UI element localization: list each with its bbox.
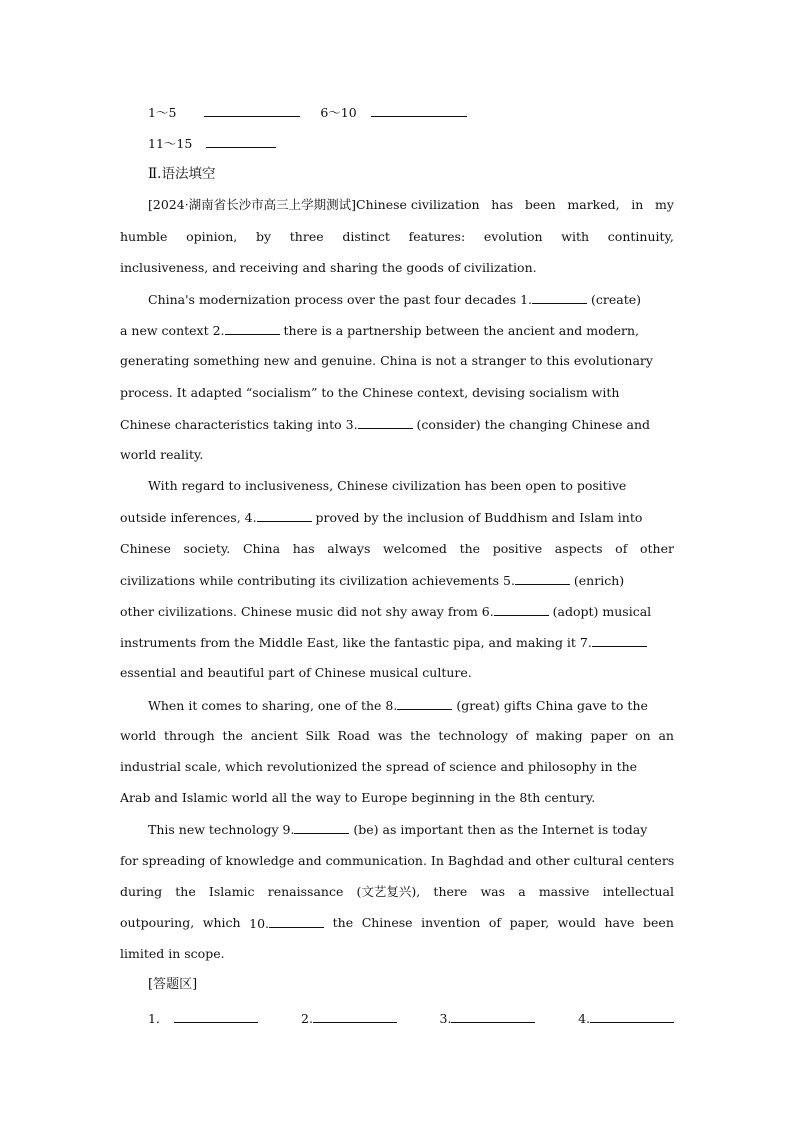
blank-10[interactable] xyxy=(269,915,324,928)
answer-blank-6-10[interactable] xyxy=(371,104,467,117)
paragraph-3-line-4: Arab and Islamic world all the way to Europe beginning in the 8th century. xyxy=(120,790,596,805)
answer-area-row xyxy=(148,1010,674,1027)
answer-label-11-15: 11～15 xyxy=(148,136,193,151)
blank-8[interactable] xyxy=(397,697,452,710)
paragraph-4-line-3: during the Islamic renaissance (文艺复兴), there was a massive intellectual xyxy=(120,884,674,899)
paragraph-1-line-2: a new context 2. there is a partnership between the ancient and modern, xyxy=(120,323,640,338)
blank-4[interactable] xyxy=(257,509,312,522)
answer-row-1 xyxy=(148,104,674,121)
answer-field-2[interactable] xyxy=(313,1010,397,1023)
paragraph-intro-line-2: humble opinion, by three distinct features: evolution with continuity, xyxy=(120,229,674,244)
paragraph-4-line-2: for spreading of knowledge and communication. In Baghdad and other cultural centers xyxy=(120,853,675,868)
paragraph-1-line-1: China's modernization process over the past four decades 1. (create) xyxy=(148,292,641,307)
answer-field-4[interactable] xyxy=(590,1010,674,1023)
blank-2[interactable] xyxy=(225,322,280,335)
answer-label-3: 3. xyxy=(439,1011,452,1026)
paragraph-3-line-3: industrial scale, which revolutionized the spread of science and philosophy in the xyxy=(120,759,638,774)
paragraph-3-line-2: world through the ancient Silk Road was the technology of making paper on an xyxy=(120,728,674,743)
paragraph-1-line-3: generating something new and genuine. China is not a stranger to this evolutionary xyxy=(120,353,653,368)
answer-label-1-5: 1～5 xyxy=(148,105,177,120)
paragraph-4-line-1: This new technology 9. (be) as important then as the Internet is today xyxy=(148,822,648,837)
answer-field-3[interactable] xyxy=(451,1010,535,1023)
paragraph-1-line-5: Chinese characteristics taking into 3. (consider) the changing Chinese and xyxy=(120,417,651,432)
paragraph-1-line-6: world reality. xyxy=(120,447,204,462)
section-title: Ⅱ.语法填空 xyxy=(148,166,216,182)
blank-5[interactable] xyxy=(515,572,570,585)
source-tag: [2024·湖南省长沙市高三上学期测试] xyxy=(148,197,357,212)
blank-9[interactable] xyxy=(294,821,349,834)
answer-blank-11-15[interactable] xyxy=(206,135,276,148)
paragraph-4-line-4: outpouring, which 10. the Chinese invention of paper, would have been xyxy=(120,915,674,931)
blank-6[interactable] xyxy=(494,603,549,616)
paragraph-2-line-4: civilizations while contributing its civilization achievements 5. (enrich) xyxy=(120,573,625,588)
paragraph-2-line-6: instruments from the Middle East, like the fantastic pipa, and making it 7. xyxy=(120,634,674,651)
answer-label-6-10: 6～10 xyxy=(320,105,357,120)
paragraph-2-line-5: other civilizations. Chinese music did not shy away from 6. (adopt) musical xyxy=(120,604,652,619)
paragraph-intro-line-1: [2024·湖南省长沙市高三上学期测试]Chinese civilization has been marked, in my xyxy=(148,197,674,212)
blank-7[interactable] xyxy=(592,634,647,647)
answer-label-4: 4. xyxy=(578,1011,590,1026)
answer-blank-1-5[interactable] xyxy=(204,104,300,117)
paragraph-2-line-1: With regard to inclusiveness, Chinese civilization has been open to positive xyxy=(148,478,627,493)
answer-label-2: 2. xyxy=(301,1011,313,1026)
paragraph-intro-line-3: inclusiveness, and receiving and sharing the goods of civilization. xyxy=(120,260,537,275)
answer-row-2 xyxy=(148,135,674,152)
blank-3[interactable] xyxy=(358,416,413,429)
answer-area-title: [答题区] xyxy=(148,977,198,992)
blank-1[interactable] xyxy=(532,291,587,304)
paragraph-3-line-1: When it comes to sharing, one of the 8. (great) gifts China gave to the xyxy=(148,698,648,713)
paragraph-2-line-2: outside inferences, 4. proved by the inclusion of Buddhism and Islam into xyxy=(120,510,643,525)
answer-field-1[interactable] xyxy=(174,1010,258,1023)
paragraph-1-line-4: process. It adapted “socialism” to the Chinese context, devising socialism with xyxy=(120,385,620,400)
paragraph-2-line-3: Chinese society. China has always welcomed the positive aspects of other xyxy=(120,541,674,556)
answer-label-1: 1． xyxy=(148,1011,169,1026)
paragraph-2-line-7: essential and beautiful part of Chinese musical culture. xyxy=(120,665,472,680)
paragraph-4-line-5: limited in scope. xyxy=(120,946,225,961)
